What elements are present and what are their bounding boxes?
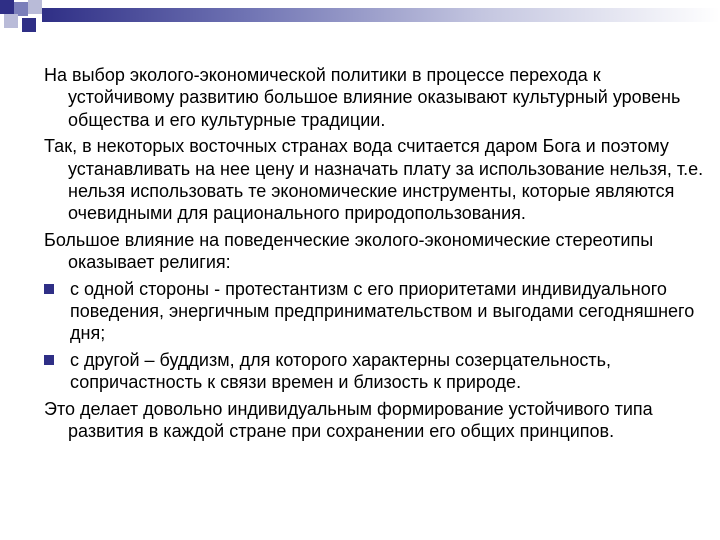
list-item-protestantism — [44, 278, 704, 345]
list-item-text: с другой – буддизм, для которого характерны созерцательность, сопричастность к связи времен и близость к природе. — [70, 349, 612, 393]
decor-square-light-2 — [4, 14, 18, 28]
slide-body — [44, 64, 704, 447]
paragraph-culture: На выбор эколого-экономической политики в процессе перехода к устойчивому развитию большое влияние оказывают культурный уровень общества и его культурные традиции. — [44, 65, 681, 130]
decor-square-dark-2 — [22, 18, 36, 32]
decor-square-light — [28, 0, 42, 14]
square-bullet-icon — [44, 355, 54, 365]
list-item-buddhism — [44, 349, 704, 394]
paragraph-water-example: Так, в некоторых восточных странах вода считается даром Бога и поэтому устанавливать на нее цену и назначать плату за использование нельзя, т.е. нельзя использовать те экономические инструменты, которые являются очевидными для рационального природопользования. — [44, 136, 704, 224]
paragraph-conclusion: Это делает довольно индивидуальным формирование устойчивого типа развития в каждой стране при сохранении его общих принципов. — [44, 398, 653, 442]
square-bullet-icon — [44, 284, 54, 294]
paragraph-religion: Большое влияние на поведенческие эколого-экономические стереотипы оказывает религия: — [44, 229, 654, 273]
decor-square-dark — [0, 0, 14, 14]
list-item-text: с одной стороны - протестантизм с его приоритетами индивидуального поведения, энергичным предпринимательством и выгодами сегодняшнего дня; — [70, 278, 695, 344]
header-gradient-band — [42, 8, 720, 22]
